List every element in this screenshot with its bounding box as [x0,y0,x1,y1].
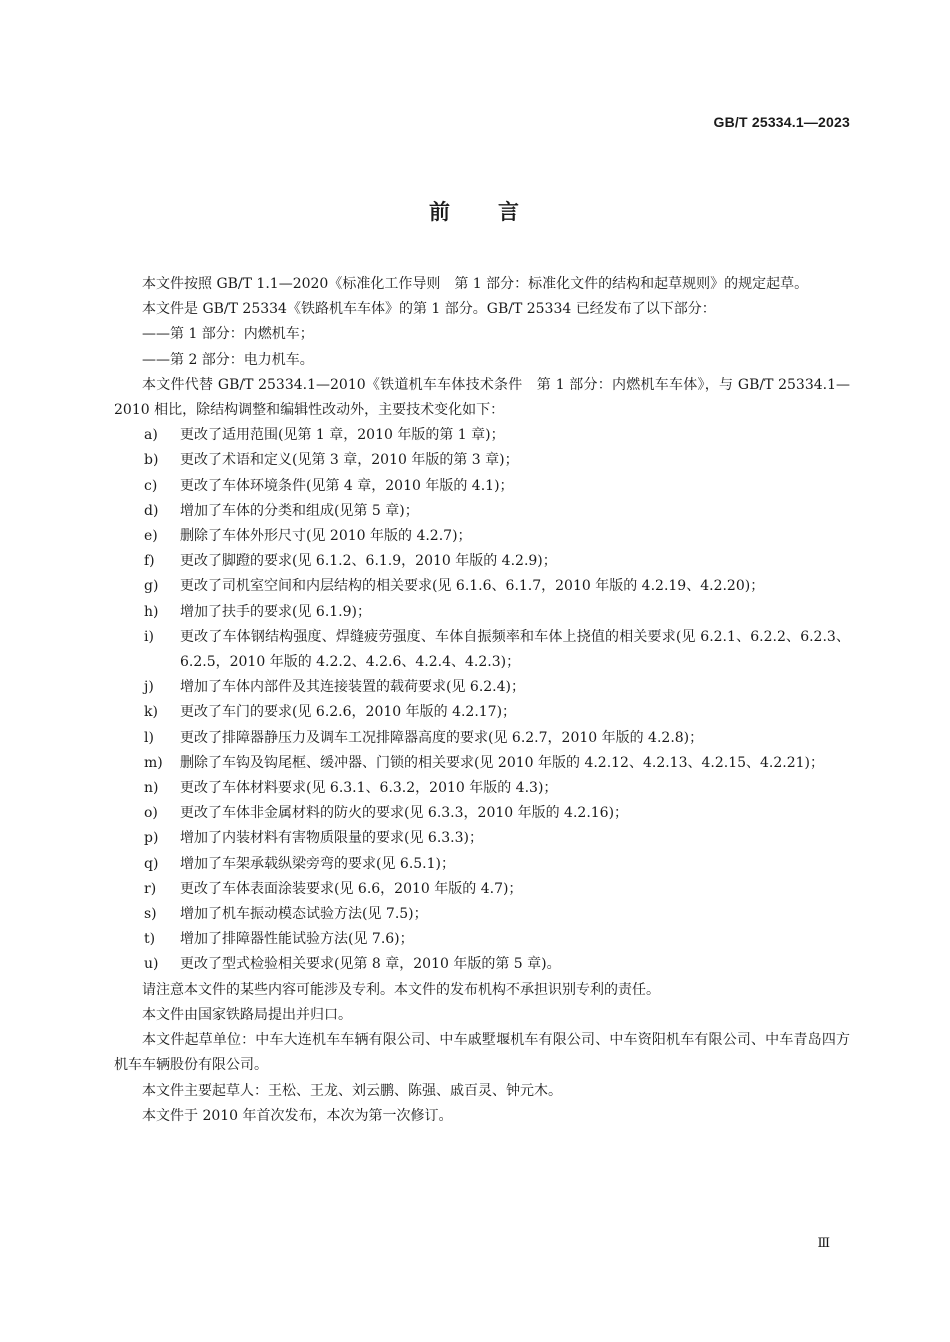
change-item [114,852,850,877]
change-text: 更改了适用范围(见第 1 章，2010 年版的第 1 章)； [180,427,505,444]
change-item [114,751,850,776]
change-text: 增加了车体内部件及其连接装置的载荷要求(见 6.2.4)； [180,679,525,696]
change-text: 增加了车架承载纵梁旁弯的要求(见 6.5.1)； [180,855,455,872]
foreword-body [114,272,850,1129]
change-label: i) [144,628,154,645]
change-label: u) [144,956,159,973]
change-item [114,952,850,977]
drafting-units-paragraph: 本文件起草单位：中车大连机车车辆有限公司、中车戚墅堰机车有限公司、中车资阳机车有限公司、中车青岛四方机车车辆股份有限公司。 [114,1032,850,1074]
change-text: 更改了车门的要求(见 6.2.6，2010 年版的 4.2.17)； [180,704,517,721]
change-item [114,423,850,448]
change-label: a) [144,427,158,444]
change-item [114,927,850,952]
change-label: o) [144,805,158,822]
patent-notice: 请注意本文件的某些内容可能涉及专利。本文件的发布机构不承担识别专利的责任。 [142,981,660,998]
change-item [114,726,850,751]
title-char-2: 言 [498,200,521,224]
change-label: j) [144,679,154,696]
change-label: n) [144,780,159,797]
change-text: 更改了车体钢结构强度、焊缝疲劳强度、车体自振频率和车体上挠值的相关要求(见 6.2.1、6.2.2、6.2.3、6.2.5，2010 年版的 4.2.2、4.2.6、4.2.4、4.2.3)； [180,628,850,671]
replace-paragraph: 本文件代替 GB/T 25334.1—2010《铁道机车车体技术条件 第 1 部分：内燃机车车体》，与 GB/T 25334.1—2010 相比，除结构调整和编辑性改动外，主要技术变化如下： [114,376,850,419]
change-text: 更改了排障器静压力及调车工况排障器高度的要求(见 6.2.7，2010 年版的 4.2.8)； [180,729,704,746]
change-item [114,877,850,902]
change-text: 更改了车体表面涂装要求(见 6.6，2010 年版的 4.7)； [180,880,523,897]
change-label: l) [144,729,154,746]
change-text: 增加了车体的分类和组成(见第 5 章)； [180,502,419,519]
change-item [114,902,850,927]
intro-paragraph: 本文件是 GB/T 25334《铁路机车车体》的第 1 部分。GB/T 25334 已经发布了以下部分： [142,301,716,318]
change-item [114,549,850,574]
change-text: 更改了型式检验相关要求(见第 8 章，2010 年版的第 5 章)。 [180,956,561,973]
change-text: 更改了脚蹬的要求(见 6.1.2、6.1.9，2010 年版的 4.2.9)； [180,553,557,570]
drafters-paragraph: 本文件主要起草人：王松、王龙、刘云鹏、陈强、戚百灵、钟元木。 [142,1082,562,1099]
change-text: 删除了车钩及钩尾框、缓冲器、门锁的相关要求(见 2010 年版的 4.2.12、4.2.13、4.2.15、4.2.21)； [180,754,825,771]
change-label: h) [144,603,159,620]
change-label: t) [144,931,156,948]
change-text: 更改了车体环境条件(见第 4 章，2010 年版的 4.1)； [180,477,514,494]
change-item [114,675,850,700]
change-text: 更改了车体材料要求(见 6.3.1、6.3.2，2010 年版的 4.3)； [180,780,558,797]
change-item [114,524,850,549]
change-label: r) [144,880,157,897]
change-label: e) [144,528,158,545]
change-label: q) [144,855,159,872]
change-text: 增加了扶手的要求(见 6.1.9)； [180,603,371,620]
page-title [0,196,950,226]
changes-list [114,423,850,977]
change-item [114,801,850,826]
change-label: k) [144,704,158,721]
change-text: 更改了司机室空间和内层结构的相关要求(见 6.1.6、6.1.7，2010 年版的 4.2.19、4.2.20)； [180,578,765,595]
title-char-1: 前 [429,200,452,224]
change-text: 更改了车体非金属材料的防火的要求(见 6.3.3，2010 年版的 4.2.16)； [180,805,629,822]
change-text: 删除了车体外形尺寸(见 2010 年版的 4.2.7)； [180,528,472,545]
change-item [114,776,850,801]
history-paragraph: 本文件于 2010 年首次发布，本次为第一次修订。 [142,1107,453,1124]
change-label: b) [144,452,159,469]
change-text: 增加了排障器性能试验方法(见 7.6)； [180,931,414,948]
change-label: m) [144,754,163,771]
change-label: p) [144,830,159,847]
change-label: g) [144,578,159,595]
change-item [114,700,850,725]
change-text: 增加了内装材料有害物质限量的要求(见 6.3.3)； [180,830,483,847]
change-item [114,826,850,851]
change-text: 更改了术语和定义(见第 3 章，2010 年版的第 3 章)； [180,452,519,469]
parts-list-item: ——第 1 部分：内燃机车； [142,326,314,343]
change-item [114,474,850,499]
change-item [114,574,850,599]
change-item [114,448,850,473]
change-item [114,600,850,625]
change-text: 增加了机车振动模态试验方法(见 7.5)； [180,906,428,923]
standard-number: GB/T 25334.1—2023 [713,114,850,130]
change-label: d) [144,502,159,519]
change-item [114,625,850,675]
intro-paragraph: 本文件按照 GB/T 1.1—2020《标准化工作导则 第 1 部分：标准化文件的结构和起草规则》的规定起草。 [142,276,809,292]
proposer-paragraph: 本文件由国家铁路局提出并归口。 [142,1006,352,1023]
change-label: s) [144,906,157,923]
page-number: Ⅲ [817,1236,830,1251]
parts-list-item: ——第 2 部分：电力机车。 [142,351,314,368]
change-label: c) [144,477,158,494]
change-item [114,499,850,524]
change-label: f) [144,553,155,570]
